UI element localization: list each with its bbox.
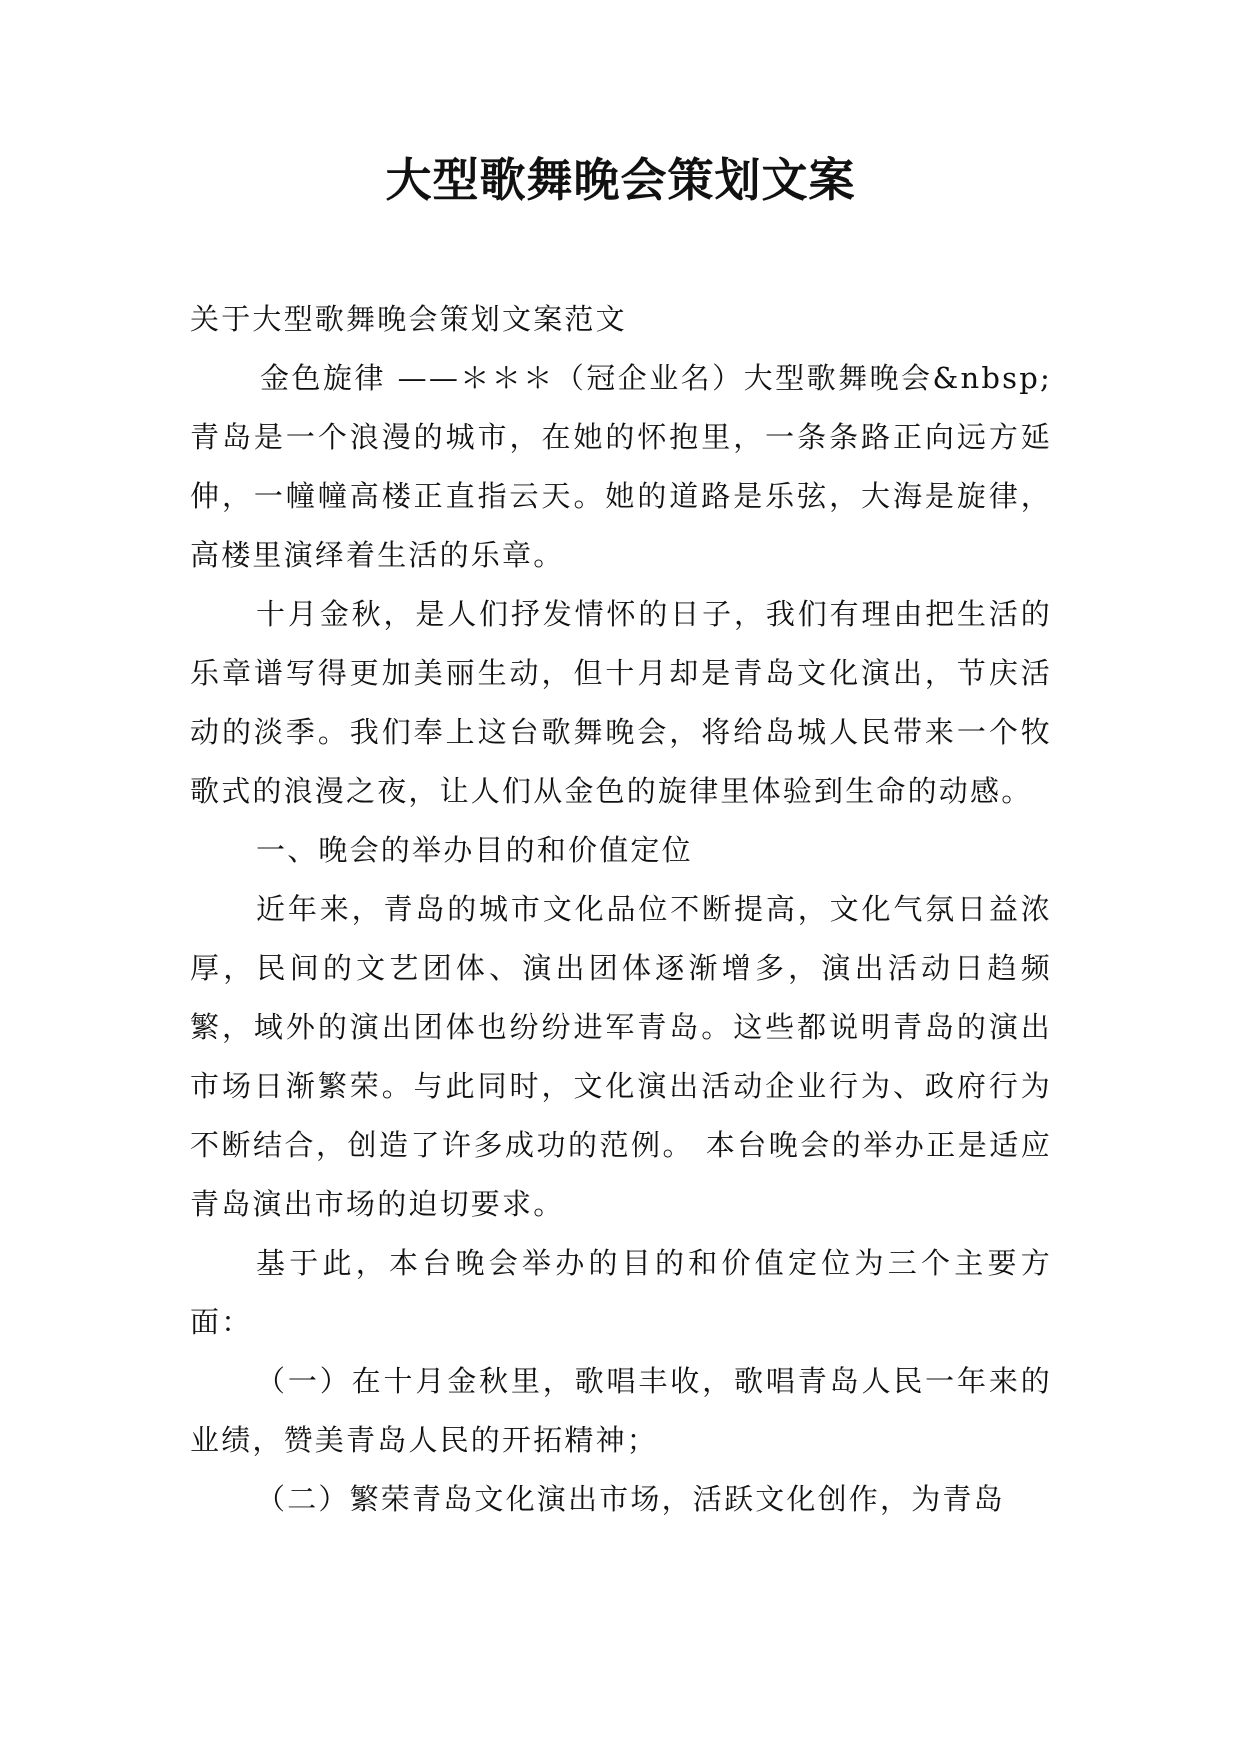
section-heading-purpose: 一、晚会的举办目的和价值定位	[256, 833, 693, 867]
paragraph-intro: 金色旋律 ——＊＊＊（冠企业名）大型歌舞晚会&nbsp;青岛是一个浪漫的城市，在她的怀抱里，一条条路正向远方延伸，一幢幢高楼正直指云天。她的道路是乐弦，大海是旋律，高楼里演绎着生活的乐章。	[190, 361, 1052, 572]
document-body	[190, 290, 1052, 1529]
paragraph-subtitle: 关于大型歌舞晚会策划文案范文	[190, 302, 627, 336]
list-item-1: （一）在十月金秋里，歌唱丰收，歌唱青岛人民一年来的业绩，赞美青岛人民的开拓精神；	[190, 1364, 1052, 1457]
paragraph-october: 十月金秋，是人们抒发情怀的日子，我们有理由把生活的乐章谱写得更加美丽生动，但十月却是青岛文化演出，节庆活动的淡季。我们奉上这台歌舞晚会，将给岛城人民带来一个牧歌式的浪漫之夜，让人们从金色的旋律里体验到生命的动感。	[190, 597, 1052, 808]
list-item-2: （二）繁荣青岛文化演出市场，活跃文化创作，为青岛	[256, 1482, 1005, 1516]
document-title: 大型歌舞晚会策划文案	[385, 153, 856, 207]
paragraph-recent-years: 近年来，青岛的城市文化品位不断提高，文化气氛日益浓厚，民间的文艺团体、演出团体逐渐增多，演出活动日趋频繁，域外的演出团体也纷纷进军青岛。这些都说明青岛的演出市场日渐繁荣。与此同时，文化演出活动企业行为、政府行为不断结合，创造了许多成功的范例。 本台晚会的举办正是适应青岛演出市场的迫切要求。	[190, 892, 1052, 1221]
paragraph-based-on: 基于此，本台晚会举办的目的和价值定位为三个主要方面：	[190, 1246, 1052, 1339]
